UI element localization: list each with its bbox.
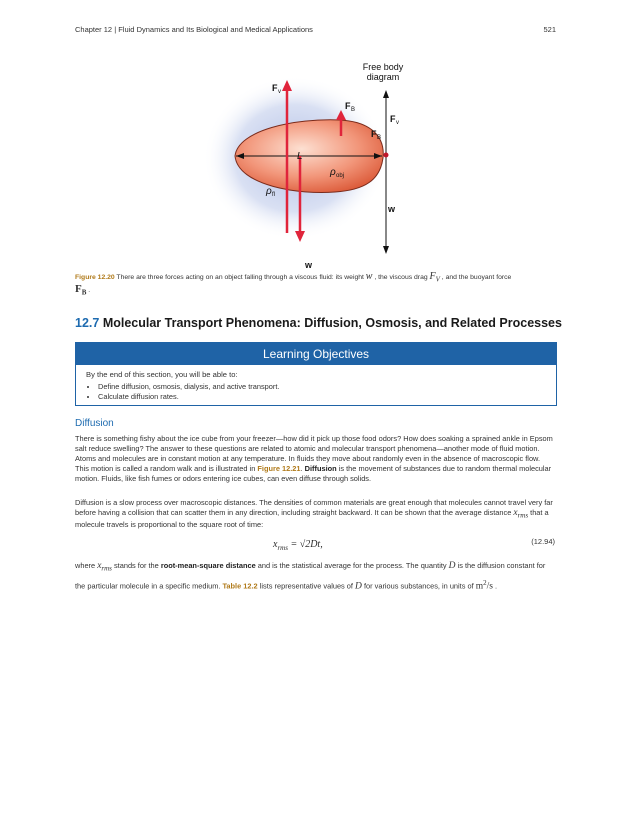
fbd-down-arrowhead — [383, 246, 389, 254]
fbd-up-arrowhead — [383, 90, 389, 98]
page-number: 521 — [543, 25, 556, 34]
caption-text-4: . — [86, 287, 91, 295]
objective-item: • Define diffusion, osmosis, dialysis, and active transport. — [98, 382, 556, 392]
p2-xrms-sub: rms — [517, 511, 529, 520]
units-tail: /s — [486, 581, 493, 592]
label-rho-fl-sub: fl — [272, 192, 275, 198]
figure-caption — [75, 272, 560, 298]
caption-fv-sub: V — [435, 275, 440, 284]
p2-xrms: x — [513, 508, 518, 518]
eq-rhs: = √2Dt, — [287, 539, 323, 550]
p2-text-b: that a molecule travels is proportional to the square root of time: — [75, 508, 549, 530]
rms-distance-term: root-mean-square distance — [160, 561, 256, 570]
equation-12-94 — [75, 536, 555, 552]
p3-text-c: and is the statistical average for the process. The quantity — [255, 561, 449, 570]
label-rho-obj: ρ — [330, 167, 336, 178]
p3-text-e: lists representative values of — [257, 581, 356, 591]
learning-objectives-heading: Learning Objectives — [76, 343, 556, 365]
p2-text-a: Diffusion is a slow process over macroscopic distances. The densities of common materials are great enough that molecules cannot travel very far before having a collision that can scatter them in any direction, including straight backward. It can be shown that the average distance — [75, 498, 553, 517]
p3-xrms-sub: rms — [101, 564, 112, 573]
units-sup: 2 — [483, 579, 487, 588]
objective-item: • Calculate diffusion rates. — [98, 392, 556, 402]
eq-lhs: x — [273, 539, 278, 550]
units: m — [475, 581, 484, 592]
paragraph-1 — [75, 434, 555, 484]
caption-w: w — [365, 271, 373, 282]
p1-text-a: There is something fishy about the ice cube from your freezer—how did it pick up those food odors? How does soaking a sprained ankle in Epsom salt reduce swelling? The answer to these questions are related to atomic and molecular transport phenomena—another mode of fluid motion. Atoms and molecules are in constant motion at any temperature. In fluids they move about randomly even in the absence of macroscopic flow. This motion is called a random walk and is illustrated in — [75, 434, 553, 473]
chapter-title: Chapter 12 | Fluid Dynamics and Its Biological and Medical Applications — [75, 25, 313, 34]
section-title-text: Molecular Transport Phenomena: Diffusion, Osmosis, and Related Processes — [99, 316, 562, 330]
fbd-title-line1: Free body — [362, 62, 404, 72]
label-fv-main-sub: v — [278, 89, 281, 95]
caption-text-1: There are three forces acting on an object falling through a viscous fluid: its weight — [114, 274, 366, 281]
p1-text-b: . — [300, 464, 305, 473]
label-fb-fbd: F — [371, 129, 377, 139]
table-12-2-link[interactable]: Table 12.2 — [222, 581, 258, 591]
paragraph-3 — [75, 558, 555, 595]
p3-xrms: x — [97, 561, 102, 571]
p3-text-a: where — [75, 561, 98, 570]
label-rho-obj-sub: obj — [336, 173, 345, 179]
label-fv-fbd: F — [390, 114, 396, 124]
label-fv-main: F — [272, 83, 278, 93]
diffusion-term: Diffusion — [304, 464, 337, 473]
label-rho-fl: ρ — [266, 186, 272, 197]
fbd-point — [384, 153, 389, 158]
equation-expression — [273, 539, 323, 552]
page-header — [75, 25, 556, 34]
p3-text-d: is the diffusion constant for the particular molecule in a specific medium. — [75, 561, 546, 591]
p3-D: D — [448, 561, 456, 571]
caption-fv: F — [429, 271, 436, 282]
caption-text-2: , the viscous drag — [372, 274, 430, 281]
label-fb-fbd-sub: B — [377, 135, 382, 141]
paragraph-2 — [75, 498, 555, 530]
p3-text-f: for various substances, in units of — [361, 581, 476, 591]
caption-fb: F — [75, 283, 82, 296]
p3-D-2: D — [355, 581, 362, 592]
label-fb-main-sub: B — [351, 107, 356, 113]
figure-12-21-link[interactable]: Figure 12.21 — [257, 464, 301, 473]
label-w-main: w — [305, 260, 313, 270]
learning-objectives-box — [75, 342, 557, 406]
equation-number: (12.94) — [531, 537, 555, 546]
label-length: L — [297, 151, 303, 162]
caption-label: Figure 12.20 — [75, 274, 115, 281]
p1-text-c: is the movement of substances due to random thermal molecular motion. Fluids, like fish fumes or odors entering ice cubes, can even diffuse through solids. — [75, 464, 552, 483]
fbd-title-line2: diagram — [366, 72, 400, 82]
learning-objectives-intro: By the end of this section, you will be able to: — [86, 370, 238, 379]
free-body-figure — [200, 58, 440, 273]
label-w-fbd: w — [388, 204, 396, 214]
eq-lhs-sub: rms — [277, 544, 288, 552]
caption-text-3: , and the buoyant force — [439, 274, 512, 281]
section-number: 12.7 — [75, 316, 100, 330]
section-title — [75, 316, 562, 330]
caption-fb-sub: B — [81, 288, 87, 297]
p3-text-b: stands for the — [111, 561, 161, 570]
p3-text-g: . — [492, 581, 498, 591]
diffusion-subheading: Diffusion — [75, 418, 114, 429]
label-fv-fbd-sub: v — [396, 120, 399, 126]
learning-objectives-list — [76, 382, 556, 402]
label-fb-main: F — [345, 101, 351, 111]
